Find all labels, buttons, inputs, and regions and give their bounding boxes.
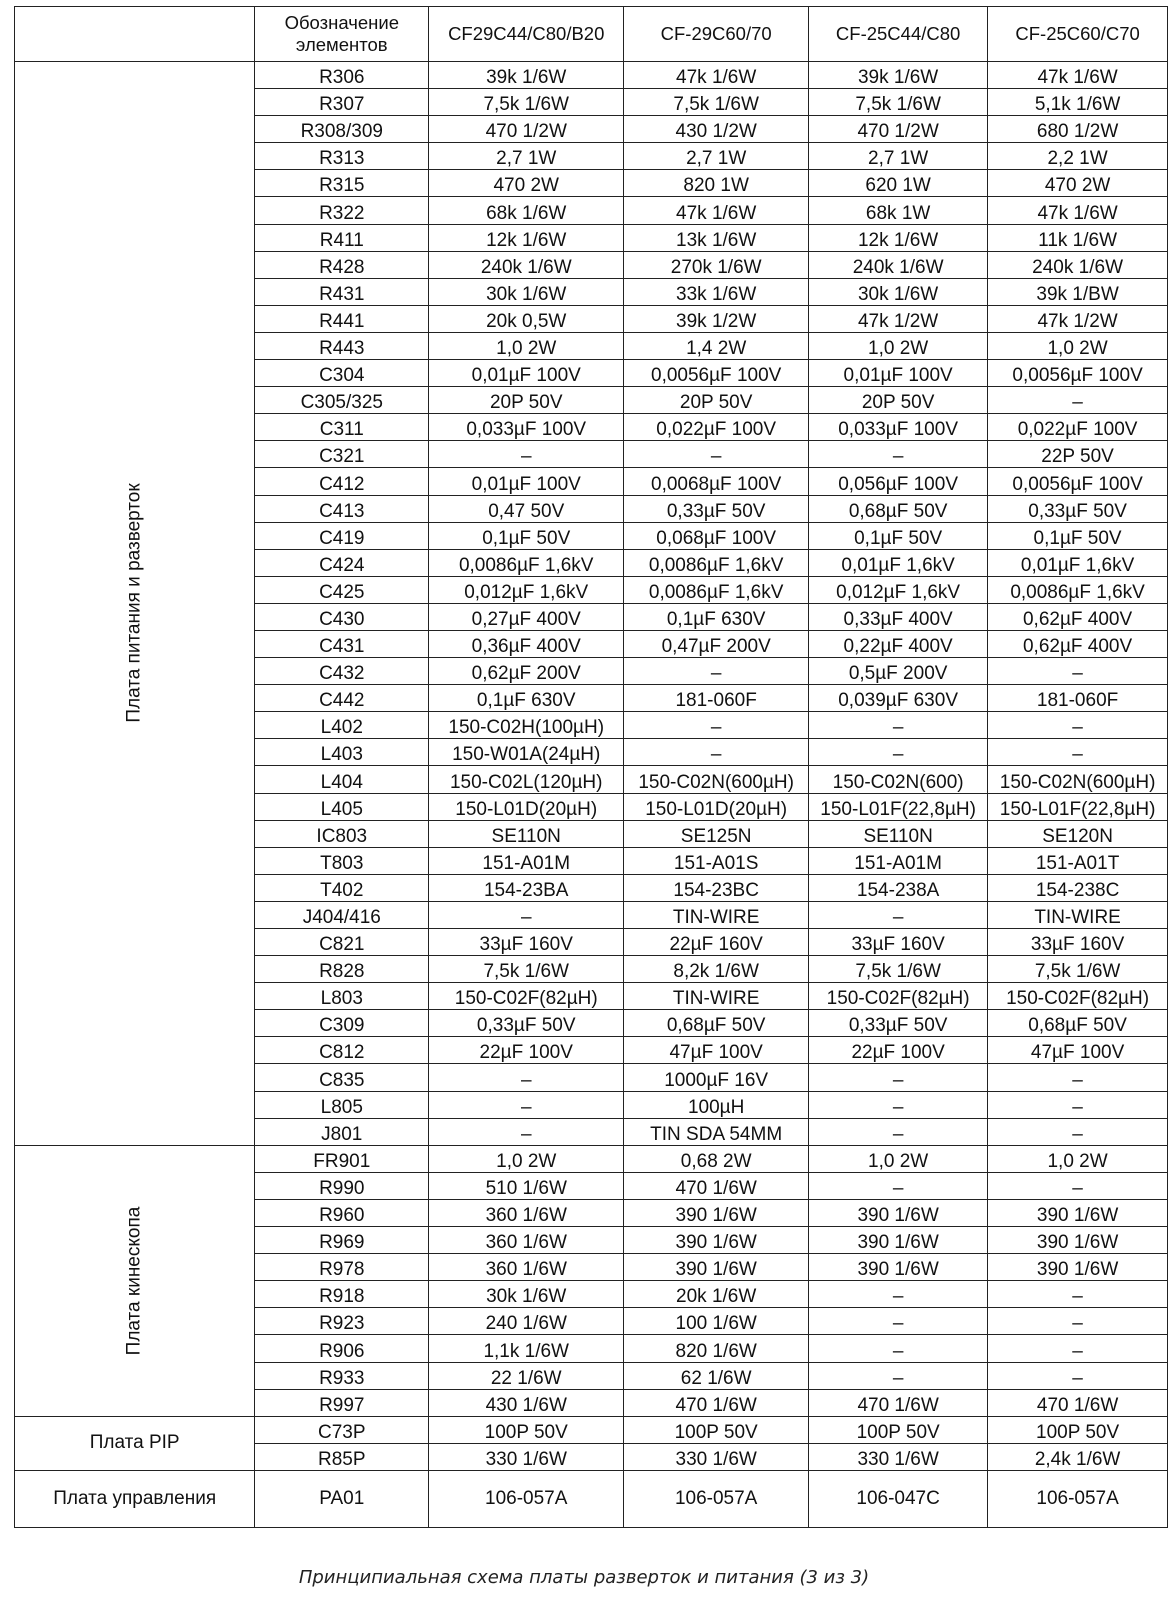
value-cell: – (429, 1118, 624, 1145)
value-cell: 470 1/2W (809, 116, 988, 143)
designation-cell: PA01 (255, 1470, 429, 1527)
designation-cell: C309 (255, 1010, 429, 1037)
value-cell: 620 1W (809, 170, 988, 197)
value-cell: 20P 50V (809, 387, 988, 414)
figure-caption: Принципиальная схема платы разверток и питания (3 из 3) (298, 1567, 870, 1588)
value-cell: – (429, 1064, 624, 1091)
designation-cell: R969 (255, 1227, 429, 1254)
group-label: Плата кинескопа (123, 1206, 145, 1356)
value-cell: 470 1/6W (809, 1389, 988, 1416)
value-cell: 5,1k 1/6W (988, 89, 1168, 116)
value-cell: 39k 1/2W (624, 305, 809, 332)
value-cell: 12k 1/6W (429, 224, 624, 251)
group-label-cell: Плата управления (15, 1470, 255, 1527)
value-cell: – (988, 1335, 1168, 1362)
table-row (15, 1145, 1168, 1172)
value-cell: 390 1/6W (988, 1199, 1168, 1226)
value-cell: 11k 1/6W (988, 224, 1168, 251)
designation-cell: R960 (255, 1199, 429, 1226)
value-cell: 22µF 100V (429, 1037, 624, 1064)
value-cell: 2,7 1W (809, 143, 988, 170)
value-cell: 240k 1/6W (988, 251, 1168, 278)
value-cell: 150-C02N(600µH) (988, 766, 1168, 793)
designation-cell: C430 (255, 603, 429, 630)
value-cell: 470 1/6W (988, 1389, 1168, 1416)
value-cell: 150-C02N(600) (809, 766, 988, 793)
value-cell: 0,1µF 630V (624, 603, 809, 630)
value-cell: 0,62µF 400V (988, 603, 1168, 630)
value-cell: 20P 50V (429, 387, 624, 414)
designation-cell: R85P (255, 1443, 429, 1470)
value-cell: 470 1/2W (429, 116, 624, 143)
value-cell: – (988, 1064, 1168, 1091)
value-cell: 0,1µF 630V (429, 685, 624, 712)
value-cell: 0,1µF 50V (809, 522, 988, 549)
designation-cell: R441 (255, 305, 429, 332)
value-cell: 150-C02N(600µH) (624, 766, 809, 793)
header-cell-model: CF-25C44/C80 (809, 7, 988, 62)
value-cell: 150-C02H(100µH) (429, 712, 624, 739)
designation-cell: C412 (255, 468, 429, 495)
value-cell: 33µF 160V (809, 929, 988, 956)
value-cell: 150-W01A(24µH) (429, 739, 624, 766)
header-cell-designation: Обозначение элементов (255, 7, 429, 62)
value-cell: – (988, 387, 1168, 414)
table-row (15, 1416, 1168, 1443)
designation-cell: R308/309 (255, 116, 429, 143)
value-cell: 47µF 100V (624, 1037, 809, 1064)
value-cell: 0,68µF 50V (988, 1010, 1168, 1037)
value-cell: 0,33µF 50V (429, 1010, 624, 1037)
value-cell: – (809, 1308, 988, 1335)
value-cell: 100P 50V (624, 1416, 809, 1443)
value-cell: 0,0068µF 100V (624, 468, 809, 495)
designation-cell: T803 (255, 847, 429, 874)
value-cell: – (988, 1091, 1168, 1118)
designation-cell: R906 (255, 1335, 429, 1362)
value-cell: 240k 1/6W (809, 251, 988, 278)
value-cell: 181-060F (988, 685, 1168, 712)
designation-cell: R306 (255, 62, 429, 89)
designation-cell: R322 (255, 197, 429, 224)
value-cell: 181-060F (624, 685, 809, 712)
value-cell: 7,5k 1/6W (429, 89, 624, 116)
group-label-cell: Плата PIP (15, 1416, 255, 1470)
value-cell: 0,012µF 1,6kV (809, 576, 988, 603)
designation-cell: R933 (255, 1362, 429, 1389)
value-cell: 0,33µF 50V (809, 1010, 988, 1037)
designation-cell: C821 (255, 929, 429, 956)
value-cell: 30k 1/6W (809, 278, 988, 305)
value-cell: 0,22µF 400V (809, 630, 988, 657)
value-cell: – (809, 1362, 988, 1389)
value-cell: 0,47µF 200V (624, 630, 809, 657)
value-cell: 30k 1/6W (429, 1281, 624, 1308)
value-cell: 30k 1/6W (429, 278, 624, 305)
table-row (15, 1470, 1168, 1527)
value-cell: 330 1/6W (809, 1443, 988, 1470)
value-cell: – (429, 901, 624, 928)
value-cell: SE120N (988, 820, 1168, 847)
value-cell: 106-047C (809, 1470, 988, 1527)
value-cell: 154-238A (809, 874, 988, 901)
value-cell: 0,039µF 630V (809, 685, 988, 712)
designation-cell: C835 (255, 1064, 429, 1091)
value-cell: 0,01µF 1,6kV (809, 549, 988, 576)
value-cell: 20P 50V (624, 387, 809, 414)
component-table (14, 6, 1168, 1528)
value-cell: 0,62µF 200V (429, 658, 624, 685)
designation-cell: L405 (255, 793, 429, 820)
designation-cell: R428 (255, 251, 429, 278)
table-header (15, 7, 1168, 62)
value-cell: 0,68µF 50V (809, 495, 988, 522)
value-cell: – (624, 658, 809, 685)
designation-cell: IC803 (255, 820, 429, 847)
value-cell: 1,0 2W (429, 1145, 624, 1172)
value-cell: 390 1/6W (624, 1199, 809, 1226)
value-cell: 0,068µF 100V (624, 522, 809, 549)
value-cell: 0,01µF 1,6kV (988, 549, 1168, 576)
header-cell (15, 7, 255, 62)
value-cell: SE125N (624, 820, 809, 847)
value-cell: – (988, 658, 1168, 685)
value-cell: 0,68 2W (624, 1145, 809, 1172)
value-cell: – (988, 1118, 1168, 1145)
designation-cell: C419 (255, 522, 429, 549)
value-cell: 151-A01T (988, 847, 1168, 874)
designation-cell: C424 (255, 549, 429, 576)
table-row (15, 62, 1168, 89)
value-cell: 0,0056µF 100V (988, 360, 1168, 387)
value-cell: 390 1/6W (624, 1227, 809, 1254)
value-cell: 0,0086µF 1,6kV (988, 576, 1168, 603)
designation-cell: L805 (255, 1091, 429, 1118)
value-cell: 154-238C (988, 874, 1168, 901)
value-cell: – (988, 1308, 1168, 1335)
designation-cell: R307 (255, 89, 429, 116)
value-cell: 240 1/6W (429, 1308, 624, 1335)
value-cell: 154-23BC (624, 874, 809, 901)
value-cell: 33µF 160V (429, 929, 624, 956)
designation-cell: L403 (255, 739, 429, 766)
value-cell: 470 1/6W (624, 1389, 809, 1416)
value-cell: – (988, 739, 1168, 766)
value-cell: – (809, 901, 988, 928)
value-cell: 390 1/6W (988, 1227, 1168, 1254)
value-cell: 0,62µF 400V (988, 630, 1168, 657)
value-cell: – (809, 712, 988, 739)
value-cell: 430 1/6W (429, 1389, 624, 1416)
value-cell: 151-A01M (809, 847, 988, 874)
designation-cell: R431 (255, 278, 429, 305)
value-cell: 360 1/6W (429, 1254, 624, 1281)
value-cell: 0,36µF 400V (429, 630, 624, 657)
value-cell: 47k 1/6W (624, 62, 809, 89)
designation-cell: C432 (255, 658, 429, 685)
value-cell: 12k 1/6W (809, 224, 988, 251)
designation-cell: R997 (255, 1389, 429, 1416)
value-cell: TIN-WIRE (624, 901, 809, 928)
value-cell: 7,5k 1/6W (809, 956, 988, 983)
value-cell: 47k 1/6W (624, 197, 809, 224)
value-cell: 470 1/6W (624, 1172, 809, 1199)
value-cell: – (988, 712, 1168, 739)
value-cell: 2,2 1W (988, 143, 1168, 170)
value-cell: 0,0086µF 1,6kV (429, 549, 624, 576)
designation-cell: R411 (255, 224, 429, 251)
value-cell: 0,022µF 100V (624, 414, 809, 441)
designation-cell: C73P (255, 1416, 429, 1443)
value-cell: 7,5k 1/6W (624, 89, 809, 116)
header-cell-model: CF-25C60/C70 (988, 7, 1168, 62)
value-cell: 7,5k 1/6W (809, 89, 988, 116)
value-cell: 330 1/6W (429, 1443, 624, 1470)
value-cell: 1,0 2W (988, 332, 1168, 359)
value-cell: 270k 1/6W (624, 251, 809, 278)
value-cell: 7,5k 1/6W (429, 956, 624, 983)
value-cell: 100P 50V (988, 1416, 1168, 1443)
value-cell: 0,056µF 100V (809, 468, 988, 495)
value-cell: 0,33µF 50V (988, 495, 1168, 522)
value-cell: – (809, 441, 988, 468)
value-cell: 680 1/2W (988, 116, 1168, 143)
value-cell: 150-L01F(22,8µH) (988, 793, 1168, 820)
designation-cell: L402 (255, 712, 429, 739)
value-cell: 1,0 2W (809, 332, 988, 359)
designation-cell: L404 (255, 766, 429, 793)
value-cell: – (809, 1091, 988, 1118)
value-cell: 1000µF 16V (624, 1064, 809, 1091)
value-cell: – (988, 1362, 1168, 1389)
value-cell: 0,33µF 50V (624, 495, 809, 522)
value-cell: 0,5µF 200V (809, 658, 988, 685)
value-cell: 820 1/6W (624, 1335, 809, 1362)
value-cell: 47k 1/2W (809, 305, 988, 332)
value-cell: 0,27µF 400V (429, 603, 624, 630)
value-cell: – (429, 441, 624, 468)
value-cell: 470 2W (429, 170, 624, 197)
value-cell: 360 1/6W (429, 1199, 624, 1226)
group-label-cell (15, 1145, 255, 1416)
value-cell: 390 1/6W (988, 1254, 1168, 1281)
value-cell: – (809, 739, 988, 766)
value-cell: – (624, 739, 809, 766)
value-cell: 150-C02F(82µH) (809, 983, 988, 1010)
value-cell: 8,2k 1/6W (624, 956, 809, 983)
value-cell: 390 1/6W (809, 1199, 988, 1226)
value-cell: – (429, 1091, 624, 1118)
value-cell: 13k 1/6W (624, 224, 809, 251)
value-cell: 150-L01D(20µH) (429, 793, 624, 820)
value-cell: 240k 1/6W (429, 251, 624, 278)
value-cell: 0,012µF 1,6kV (429, 576, 624, 603)
value-cell: 0,033µF 100V (429, 414, 624, 441)
designation-cell: C425 (255, 576, 429, 603)
value-cell: – (988, 1281, 1168, 1308)
designation-cell: R828 (255, 956, 429, 983)
designation-cell: FR901 (255, 1145, 429, 1172)
value-cell: 47µF 100V (988, 1037, 1168, 1064)
value-cell: 68k 1W (809, 197, 988, 224)
value-cell: 100µH (624, 1091, 809, 1118)
designation-cell: R313 (255, 143, 429, 170)
value-cell: 330 1/6W (624, 1443, 809, 1470)
value-cell: 0,0086µF 1,6kV (624, 576, 809, 603)
value-cell: 106-057A (988, 1470, 1168, 1527)
value-cell: 154-23BA (429, 874, 624, 901)
designation-cell: R315 (255, 170, 429, 197)
designation-cell: R923 (255, 1308, 429, 1335)
value-cell: 22µF 160V (624, 929, 809, 956)
designation-cell: R978 (255, 1254, 429, 1281)
value-cell: 2,4k 1/6W (988, 1443, 1168, 1470)
value-cell: 0,1µF 50V (429, 522, 624, 549)
designation-cell: C311 (255, 414, 429, 441)
designation-cell: C442 (255, 685, 429, 712)
value-cell: – (809, 1118, 988, 1145)
value-cell: – (809, 1335, 988, 1362)
value-cell: TIN-WIRE (988, 901, 1168, 928)
designation-cell: C812 (255, 1037, 429, 1064)
value-cell: 106-057A (624, 1470, 809, 1527)
value-cell: TIN SDA 54MM (624, 1118, 809, 1145)
designation-cell: R443 (255, 332, 429, 359)
value-cell: TIN-WIRE (624, 983, 809, 1010)
header-cell-model: CF-29C60/70 (624, 7, 809, 62)
value-cell: 820 1W (624, 170, 809, 197)
value-cell: 150-C02L(120µH) (429, 766, 624, 793)
value-cell: 22P 50V (988, 441, 1168, 468)
value-cell: 39k 1/BW (988, 278, 1168, 305)
designation-cell: C304 (255, 360, 429, 387)
value-cell: – (809, 1172, 988, 1199)
value-cell: 1,0 2W (429, 332, 624, 359)
value-cell: 20k 0,5W (429, 305, 624, 332)
value-cell: 2,7 1W (429, 143, 624, 170)
value-cell: 0,33µF 400V (809, 603, 988, 630)
value-cell: 22µF 100V (809, 1037, 988, 1064)
value-cell: 39k 1/6W (809, 62, 988, 89)
value-cell: 106-057A (429, 1470, 624, 1527)
designation-cell: C305/325 (255, 387, 429, 414)
value-cell: 22 1/6W (429, 1362, 624, 1389)
value-cell: 0,0086µF 1,6kV (624, 549, 809, 576)
value-cell: SE110N (429, 820, 624, 847)
value-cell: 100 1/6W (624, 1308, 809, 1335)
value-cell: 62 1/6W (624, 1362, 809, 1389)
value-cell: 0,01µF 100V (429, 468, 624, 495)
value-cell: – (809, 1281, 988, 1308)
value-cell: 150-C02F(82µH) (429, 983, 624, 1010)
value-cell: 2,7 1W (624, 143, 809, 170)
value-cell: 0,68µF 50V (624, 1010, 809, 1037)
value-cell: – (809, 1064, 988, 1091)
value-cell: 0,01µF 100V (809, 360, 988, 387)
value-cell: 33µF 160V (988, 929, 1168, 956)
value-cell: 0,0056µF 100V (988, 468, 1168, 495)
value-cell: 1,0 2W (988, 1145, 1168, 1172)
table-body (15, 62, 1168, 1528)
value-cell: 68k 1/6W (429, 197, 624, 224)
value-cell: 151-A01M (429, 847, 624, 874)
value-cell: 39k 1/6W (429, 62, 624, 89)
value-cell: 47k 1/6W (988, 62, 1168, 89)
value-cell: 150-C02F(82µH) (988, 983, 1168, 1010)
designation-cell: L803 (255, 983, 429, 1010)
value-cell: 390 1/6W (809, 1227, 988, 1254)
designation-cell: R918 (255, 1281, 429, 1308)
value-cell: 7,5k 1/6W (988, 956, 1168, 983)
designation-cell: J404/416 (255, 901, 429, 928)
value-cell: – (988, 1172, 1168, 1199)
group-label-cell (15, 62, 255, 1146)
value-cell: 430 1/2W (624, 116, 809, 143)
value-cell: – (624, 441, 809, 468)
value-cell: 1,0 2W (809, 1145, 988, 1172)
designation-cell: T402 (255, 874, 429, 901)
value-cell: 1,4 2W (624, 332, 809, 359)
value-cell: 47k 1/6W (988, 197, 1168, 224)
value-cell: SE110N (809, 820, 988, 847)
value-cell: 510 1/6W (429, 1172, 624, 1199)
value-cell: 0,022µF 100V (988, 414, 1168, 441)
value-cell: 360 1/6W (429, 1227, 624, 1254)
value-cell: 20k 1/6W (624, 1281, 809, 1308)
value-cell: 390 1/6W (809, 1254, 988, 1281)
value-cell: – (624, 712, 809, 739)
value-cell: 100P 50V (809, 1416, 988, 1443)
designation-cell: R990 (255, 1172, 429, 1199)
designation-cell: J801 (255, 1118, 429, 1145)
group-label: Плата питания и разверток (123, 483, 145, 724)
value-cell: 0,47 50V (429, 495, 624, 522)
header-cell-model: CF29C44/C80/B20 (429, 7, 624, 62)
value-cell: 33k 1/6W (624, 278, 809, 305)
value-cell: 390 1/6W (624, 1254, 809, 1281)
value-cell: 470 2W (988, 170, 1168, 197)
value-cell: 0,1µF 50V (988, 522, 1168, 549)
value-cell: 150-L01D(20µH) (624, 793, 809, 820)
value-cell: 151-A01S (624, 847, 809, 874)
designation-cell: C413 (255, 495, 429, 522)
value-cell: 47k 1/2W (988, 305, 1168, 332)
value-cell: 100P 50V (429, 1416, 624, 1443)
value-cell: 0,033µF 100V (809, 414, 988, 441)
designation-cell: C321 (255, 441, 429, 468)
designation-cell: C431 (255, 630, 429, 657)
value-cell: 1,1k 1/6W (429, 1335, 624, 1362)
value-cell: 0,01µF 100V (429, 360, 624, 387)
value-cell: 0,0056µF 100V (624, 360, 809, 387)
value-cell: 150-L01F(22,8µH) (809, 793, 988, 820)
